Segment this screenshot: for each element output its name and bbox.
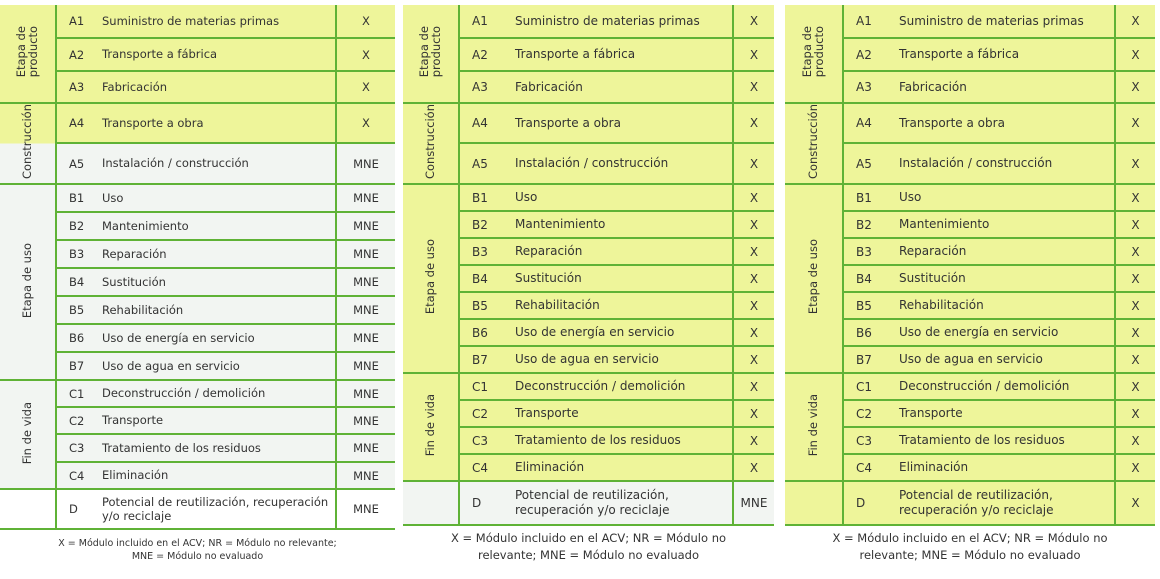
module-status: MNE (336, 380, 395, 407)
table-row (403, 292, 774, 319)
stage-label-empty (785, 481, 843, 525)
module-description: Deconstrucción / demolición (895, 373, 1115, 400)
module-code: A1 (459, 5, 511, 38)
module-status: X (733, 143, 774, 184)
table-row (785, 481, 1155, 525)
module-code: A1 (56, 5, 98, 38)
module-description: Transporte a obra (98, 103, 336, 143)
module-description: Transporte a obra (511, 103, 733, 143)
module-status: X (336, 5, 395, 38)
module-code: C4 (843, 454, 895, 481)
module-description: Transporte a fábrica (895, 38, 1115, 71)
module-status: X (733, 211, 774, 238)
module-code: A4 (843, 103, 895, 143)
stage-label-empty (403, 481, 459, 525)
module-description: Uso de agua en servicio (98, 352, 336, 380)
table-row (403, 481, 774, 525)
module-status: X (733, 346, 774, 373)
module-code: B3 (459, 238, 511, 265)
module-status: X (336, 38, 395, 71)
table-row (403, 346, 774, 373)
module-code: D (459, 481, 511, 525)
module-status: MNE (336, 489, 395, 529)
table-row (0, 489, 395, 529)
module-code: B4 (843, 265, 895, 292)
module-code: B1 (56, 184, 98, 212)
table-row (403, 143, 774, 184)
module-status: X (1115, 292, 1155, 319)
module-code: C1 (56, 380, 98, 407)
module-status: MNE (336, 143, 395, 184)
stage-label-end-of-life: Fin de vida (0, 380, 56, 489)
module-status: X (733, 103, 774, 143)
module-description: Uso de agua en servicio (511, 346, 733, 373)
stage-label-construction: Construcción (0, 103, 56, 184)
module-code: B1 (459, 184, 511, 211)
table-row (0, 5, 395, 38)
table-row (403, 454, 774, 481)
footnote-line: relevante; MNE = Módulo no evaluado (859, 548, 1081, 563)
table-row (0, 212, 395, 240)
module-code: C4 (459, 454, 511, 481)
module-status: X (733, 238, 774, 265)
module-code: D (56, 489, 98, 529)
module-description: Uso (98, 184, 336, 212)
module-status: X (1115, 238, 1155, 265)
module-status: X (733, 373, 774, 400)
module-code: A5 (459, 143, 511, 184)
module-description: Mantenimiento (895, 211, 1115, 238)
module-status: X (733, 184, 774, 211)
module-code: B7 (56, 352, 98, 380)
module-table (0, 5, 395, 530)
module-code: B4 (56, 268, 98, 296)
module-status: X (336, 71, 395, 103)
footnote-line: X = Módulo incluido en el ACV; NR = Módulo no (450, 531, 727, 545)
module-code: B2 (459, 211, 511, 238)
module-code: C2 (459, 400, 511, 427)
table-row (403, 265, 774, 292)
module-status: X (733, 292, 774, 319)
module-status: MNE (336, 184, 395, 212)
table-row (0, 380, 395, 407)
table-row (785, 184, 1155, 211)
module-description: Rehabilitación (511, 292, 733, 319)
module-status: MNE (733, 481, 774, 525)
module-description: Uso de energía en servicio (895, 319, 1115, 346)
module-description: Reparación (511, 238, 733, 265)
table-row (403, 38, 774, 71)
module-status: MNE (336, 462, 395, 489)
module-code: C1 (843, 373, 895, 400)
module-table (785, 5, 1155, 526)
module-description: Instalación / construcción (895, 143, 1115, 184)
module-status: X (1115, 346, 1155, 373)
module-description: Eliminación (895, 454, 1115, 481)
module-code: B6 (843, 319, 895, 346)
table-row (785, 103, 1155, 143)
table-row (0, 268, 395, 296)
module-description: Sustitución (511, 265, 733, 292)
module-status: MNE (336, 240, 395, 268)
module-code: A2 (843, 38, 895, 71)
footnote-line: X = Módulo incluido en el ACV; NR = Módulo no (832, 531, 1108, 545)
legend-footnote (0, 538, 395, 564)
module-description: Uso de energía en servicio (511, 319, 733, 346)
table-row (403, 5, 774, 38)
table-row (0, 143, 395, 184)
module-description: Transporte a obra (895, 103, 1115, 143)
table-row (403, 427, 774, 454)
module-code: A2 (56, 38, 98, 71)
module-status: X (733, 319, 774, 346)
module-description: Eliminación (511, 454, 733, 481)
module-code: C3 (843, 427, 895, 454)
module-description: Uso (895, 184, 1115, 211)
module-status: X (1115, 103, 1155, 143)
table-row (0, 352, 395, 380)
module-status: X (1115, 211, 1155, 238)
module-code: A5 (56, 143, 98, 184)
module-description: Transporte (98, 407, 336, 434)
module-description: Deconstrucción / demolición (98, 380, 336, 407)
module-table-panel-1 (0, 0, 395, 579)
table-row (403, 400, 774, 427)
module-status: X (1115, 38, 1155, 71)
module-status: X (733, 5, 774, 38)
module-code: C2 (843, 400, 895, 427)
stage-label-product: Etapa de producto (0, 5, 56, 103)
module-status: X (336, 103, 395, 143)
module-description: Instalación / construcción (98, 143, 336, 184)
module-code: A2 (459, 38, 511, 71)
module-status: X (1115, 373, 1155, 400)
module-description: Reparación (895, 238, 1115, 265)
stage-label-construction: Construcción (403, 103, 459, 184)
table-row (403, 184, 774, 211)
module-description: Fabricación (895, 71, 1115, 103)
stage-label-use: Etapa de uso (403, 184, 459, 373)
module-code: C4 (56, 462, 98, 489)
module-description: Suministro de materias primas (511, 5, 733, 38)
module-status: X (733, 38, 774, 71)
module-status: X (1115, 454, 1155, 481)
stage-label-empty (0, 489, 56, 529)
module-description: Uso de energía en servicio (98, 324, 336, 352)
legend-footnote (785, 530, 1155, 565)
stage-label-product: Etapa de producto (403, 5, 459, 103)
module-table-panel-2 (403, 0, 774, 579)
module-description: Potencial de reutilización, recuperación y/o reciclaje (895, 481, 1115, 525)
table-row (0, 240, 395, 268)
module-table (403, 5, 774, 526)
module-status: X (733, 400, 774, 427)
module-status: X (1115, 184, 1155, 211)
module-code: B2 (56, 212, 98, 240)
module-code: A3 (459, 71, 511, 103)
table-row (403, 71, 774, 103)
module-description: Sustitución (98, 268, 336, 296)
table-row (403, 373, 774, 400)
footnote-line: MNE = Módulo no evaluado (131, 550, 264, 562)
module-code: A1 (843, 5, 895, 38)
module-code: B5 (459, 292, 511, 319)
module-description: Rehabilitación (895, 292, 1115, 319)
module-code: C3 (56, 434, 98, 462)
module-code: B6 (459, 319, 511, 346)
footnote-line: relevante; MNE = Módulo no evaluado (477, 548, 700, 563)
table-row (0, 434, 395, 462)
table-row (0, 71, 395, 103)
module-code: A3 (843, 71, 895, 103)
module-description: Transporte (511, 400, 733, 427)
footnote-line: X = Módulo incluido en el ACV; NR = Módulo no relevante; (58, 538, 337, 549)
module-code: B1 (843, 184, 895, 211)
module-description: Suministro de materias primas (98, 5, 336, 38)
stage-label-end-of-life: Fin de vida (403, 373, 459, 481)
module-code: B3 (56, 240, 98, 268)
table-row (0, 38, 395, 71)
module-status: X (733, 454, 774, 481)
module-description: Fabricación (511, 71, 733, 103)
module-description: Sustitución (895, 265, 1115, 292)
table-row (403, 238, 774, 265)
table-row (0, 462, 395, 489)
module-status: X (1115, 481, 1155, 525)
module-status: MNE (336, 324, 395, 352)
module-code: C1 (459, 373, 511, 400)
module-status: MNE (336, 407, 395, 434)
table-row (0, 324, 395, 352)
module-status: MNE (336, 268, 395, 296)
module-code: B2 (843, 211, 895, 238)
module-code: B6 (56, 324, 98, 352)
module-code: C2 (56, 407, 98, 434)
module-status: X (1115, 5, 1155, 38)
module-description: Eliminación (98, 462, 336, 489)
module-status: X (733, 71, 774, 103)
table-row (403, 211, 774, 238)
module-status: MNE (336, 434, 395, 462)
module-description: Instalación / construcción (511, 143, 733, 184)
table-row (0, 184, 395, 212)
table-row (0, 407, 395, 434)
module-code: C3 (459, 427, 511, 454)
table-row (0, 296, 395, 324)
module-description: Mantenimiento (511, 211, 733, 238)
module-status: X (733, 265, 774, 292)
table-row (403, 319, 774, 346)
module-description: Fabricación (98, 71, 336, 103)
module-code: A3 (56, 71, 98, 103)
module-description: Reparación (98, 240, 336, 268)
table-row (403, 103, 774, 143)
module-description: Tratamiento de los residuos (98, 434, 336, 462)
module-description: Mantenimiento (98, 212, 336, 240)
table-row (785, 373, 1155, 400)
module-code: D (843, 481, 895, 525)
module-code: B4 (459, 265, 511, 292)
module-status: X (1115, 400, 1155, 427)
module-status: X (733, 427, 774, 454)
module-description: Tratamiento de los residuos (511, 427, 733, 454)
module-description: Transporte a fábrica (511, 38, 733, 71)
module-status: X (1115, 319, 1155, 346)
stage-label-use: Etapa de uso (0, 184, 56, 380)
module-table-panel-3 (785, 0, 1155, 579)
module-description: Rehabilitación (98, 296, 336, 324)
module-status: MNE (336, 212, 395, 240)
module-status: X (1115, 71, 1155, 103)
module-description: Suministro de materias primas (895, 5, 1115, 38)
table-row (0, 103, 395, 143)
module-code: B5 (843, 292, 895, 319)
module-status: X (1115, 143, 1155, 184)
module-status: MNE (336, 352, 395, 380)
module-status: X (1115, 265, 1155, 292)
module-code: B7 (459, 346, 511, 373)
module-description: Potencial de reutilización, recuperación y/o reciclaje (511, 481, 733, 525)
module-description: Deconstrucción / demolición (511, 373, 733, 400)
module-code: A4 (459, 103, 511, 143)
stage-label-end-of-life: Fin de vida (785, 373, 843, 481)
module-code: A5 (843, 143, 895, 184)
module-code: B3 (843, 238, 895, 265)
stage-label-use: Etapa de uso (785, 184, 843, 373)
module-status: X (1115, 427, 1155, 454)
module-description: Uso (511, 184, 733, 211)
module-description: Transporte (895, 400, 1115, 427)
stage-label-product: Etapa de producto (785, 5, 843, 103)
stage-label-construction: Construcción (785, 103, 843, 184)
legend-footnote (403, 530, 774, 565)
module-status: MNE (336, 296, 395, 324)
module-code: A4 (56, 103, 98, 143)
table-row (785, 5, 1155, 38)
module-description: Potencial de reutilización, recuperación y/o reciclaje (98, 489, 336, 529)
module-code: B5 (56, 296, 98, 324)
module-code: B7 (843, 346, 895, 373)
module-description: Transporte a fábrica (98, 38, 336, 71)
module-description: Tratamiento de los residuos (895, 427, 1115, 454)
module-description: Uso de agua en servicio (895, 346, 1115, 373)
